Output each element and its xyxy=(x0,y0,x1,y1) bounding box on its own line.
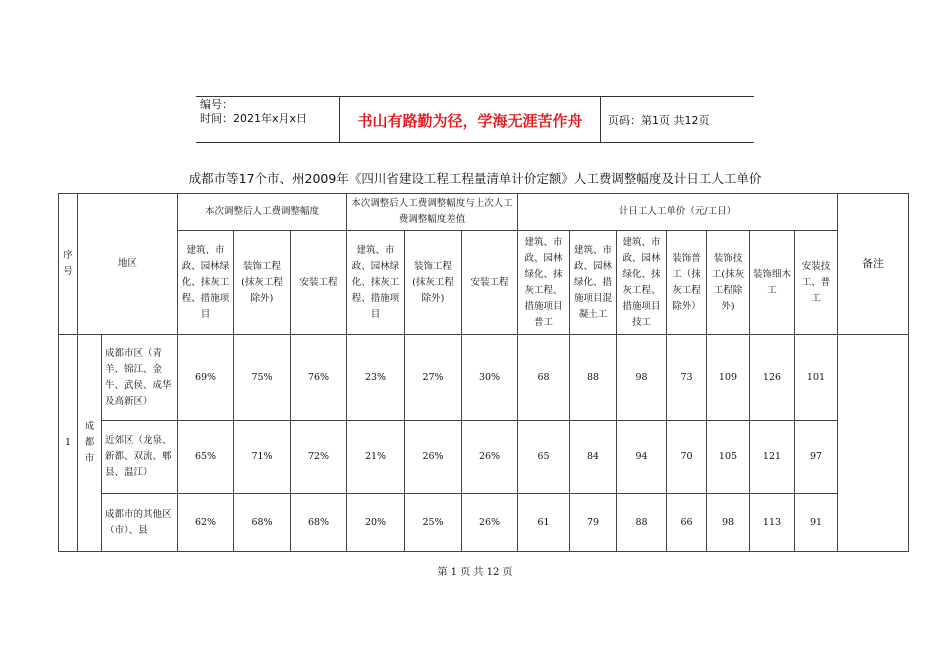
labor-cost-table xyxy=(58,193,909,552)
col-header-remark: 备注 xyxy=(838,194,909,335)
value-cell: 72% xyxy=(291,421,347,494)
group-header-day-labor: 计日工人工单价（元/工日） xyxy=(518,194,838,231)
col-header-day-deco-general: 装饰普工（抹灰工程除外） xyxy=(667,231,707,335)
value-cell: 94 xyxy=(617,421,667,494)
document-title: 成都市等17个市、州2009年《四川省建设工程工程量清单计价定额》人工费调整幅度及计日工人工单价 xyxy=(188,171,762,186)
col-header-seq: 序号 xyxy=(59,194,78,335)
col-header-diff-install: 安装工程 xyxy=(462,231,518,335)
value-cell: 30% xyxy=(462,335,518,421)
seq-cell: 1 xyxy=(59,335,78,552)
col-header-day-install: 安装技工、普工 xyxy=(795,231,838,335)
header-bottom-rule xyxy=(196,142,754,143)
value-cell: 66 xyxy=(667,494,707,552)
value-cell: 62% xyxy=(178,494,234,552)
header-meta xyxy=(200,98,307,126)
col-header-pct-building: 建筑、市政、园林绿化、抹灰工程、措施项目 xyxy=(178,231,234,335)
value-cell: 23% xyxy=(347,335,405,421)
value-cell: 25% xyxy=(405,494,462,552)
value-cell: 26% xyxy=(462,494,518,552)
value-cell: 121 xyxy=(750,421,795,494)
remark-cell xyxy=(838,335,909,552)
motto-box xyxy=(339,96,601,142)
page-number-label: 页码：第1页 共12页 xyxy=(608,114,710,127)
value-cell: 98 xyxy=(617,335,667,421)
region-cell: 成都市的其他区（市）、县 xyxy=(102,494,178,552)
col-header-day-deco-skilled: 装饰技工(抹灰工程除外) xyxy=(707,231,750,335)
value-cell: 61 xyxy=(518,494,570,552)
value-cell: 79 xyxy=(570,494,617,552)
col-header-day-carpenter: 装饰细木工 xyxy=(750,231,795,335)
value-cell: 75% xyxy=(234,335,291,421)
value-cell: 71% xyxy=(234,421,291,494)
col-header-pct-install: 安装工程 xyxy=(291,231,347,335)
value-cell: 20% xyxy=(347,494,405,552)
value-cell: 69% xyxy=(178,335,234,421)
col-header-day-skilled: 建筑、市政、园林绿化、抹灰工程、措施项目技工 xyxy=(617,231,667,335)
region-cell: 近郊区（龙泉、新都、双流、郫县、温江） xyxy=(102,421,178,494)
value-cell: 27% xyxy=(405,335,462,421)
col-header-diff-decoration: 装饰工程(抹灰工程除外) xyxy=(405,231,462,335)
number-label: 编号： xyxy=(200,98,233,111)
value-cell: 101 xyxy=(795,335,838,421)
value-cell: 105 xyxy=(707,421,750,494)
value-cell: 26% xyxy=(405,421,462,494)
value-cell: 68% xyxy=(291,494,347,552)
value-cell: 26% xyxy=(462,421,518,494)
value-cell: 109 xyxy=(707,335,750,421)
region-cell: 成都市区（青羊、锦江、金牛、武侯、成华及高新区） xyxy=(102,335,178,421)
value-cell: 21% xyxy=(347,421,405,494)
col-header-day-concrete: 建筑、市政、园林绿化、措施项目混凝土工 xyxy=(570,231,617,335)
city-cell: 成都市 xyxy=(78,335,102,552)
page-header xyxy=(196,96,754,144)
time-label: 时间：2021年x月x日 xyxy=(200,112,308,125)
value-cell: 76% xyxy=(291,335,347,421)
value-cell: 113 xyxy=(750,494,795,552)
col-header-pct-decoration: 装饰工程(抹灰工程除外) xyxy=(234,231,291,335)
value-cell: 70 xyxy=(667,421,707,494)
table-row xyxy=(59,494,909,552)
group-header-difference: 本次调整后人工费调整幅度与上次人工费调整幅度差值 xyxy=(347,194,518,231)
value-cell: 68 xyxy=(518,335,570,421)
page-footer: 第 1 页 共 12 页 xyxy=(437,567,513,578)
value-cell: 98 xyxy=(707,494,750,552)
value-cell: 126 xyxy=(750,335,795,421)
value-cell: 84 xyxy=(570,421,617,494)
value-cell: 88 xyxy=(570,335,617,421)
value-cell: 91 xyxy=(795,494,838,552)
motto-text: 书山有路勤为径，学海无涯苦作舟 xyxy=(357,112,583,130)
value-cell: 65% xyxy=(178,421,234,494)
table-row xyxy=(59,421,909,494)
col-header-region: 地区 xyxy=(78,194,178,335)
group-header-adjustment: 本次调整后人工费调整幅度 xyxy=(178,194,347,231)
col-header-diff-building: 建筑、市政、园林绿化、抹灰工程、措施项目 xyxy=(347,231,405,335)
value-cell: 65 xyxy=(518,421,570,494)
col-header-day-general: 建筑、市政、园林绿化、抹灰工程、措施项目普工 xyxy=(518,231,570,335)
table-row xyxy=(59,335,909,421)
value-cell: 88 xyxy=(617,494,667,552)
value-cell: 73 xyxy=(667,335,707,421)
value-cell: 97 xyxy=(795,421,838,494)
value-cell: 68% xyxy=(234,494,291,552)
